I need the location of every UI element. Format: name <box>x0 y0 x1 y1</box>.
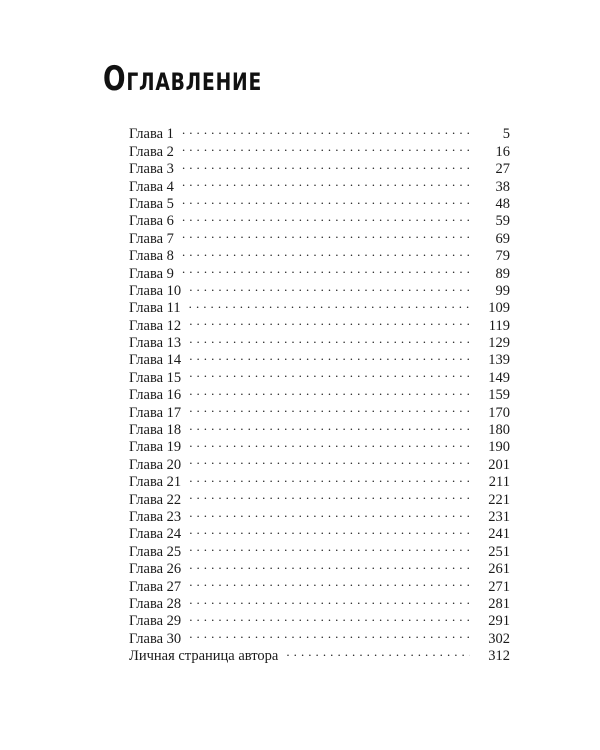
dot-leader <box>182 225 470 242</box>
toc-entry-page-number: 190 <box>488 439 510 456</box>
toc-entry-label: Глава 7 <box>129 230 174 247</box>
toc-entry-label: Глава 20 <box>129 456 182 473</box>
toc-entry-label: Глава 12 <box>129 317 182 334</box>
toc-entry-label: Глава 2 <box>129 143 174 160</box>
toc-entry-label: Глава 9 <box>129 265 174 282</box>
toc-entry-page-number: 119 <box>488 317 510 334</box>
toc-entry-page-number: 261 <box>488 561 510 578</box>
toc-entry[interactable] <box>129 121 510 143</box>
dot-leader <box>189 347 470 364</box>
dot-leader <box>182 191 470 208</box>
toc-entry-label: Глава 8 <box>129 248 174 265</box>
toc-entry-label: Глава 25 <box>129 543 182 560</box>
toc-entry-page-number: 251 <box>488 543 510 560</box>
toc-entry-label: Глава 17 <box>129 404 182 421</box>
dot-leader <box>189 469 470 486</box>
dot-leader <box>182 121 470 138</box>
toc-entry[interactable] <box>129 191 510 212</box>
toc-entry-label: Глава 5 <box>129 195 174 212</box>
toc-entry-page-number: 5 <box>502 126 510 143</box>
toc-entry-label: Глава 13 <box>129 335 182 352</box>
toc-entry-page-number: 27 <box>495 161 510 178</box>
toc-entry-page-number: 170 <box>488 404 510 421</box>
toc-entry-label: Глава 19 <box>129 439 182 456</box>
page-title: Оглавление <box>103 59 263 99</box>
dot-leader <box>189 504 470 521</box>
toc-entry-page-number: 180 <box>488 422 510 439</box>
toc-entry-label: Глава 10 <box>129 282 182 299</box>
toc-entry-label: Глава 28 <box>129 595 182 612</box>
dot-leader <box>182 243 470 260</box>
toc-entry-page-number: 99 <box>495 282 510 299</box>
toc-entry-page-number: 201 <box>488 456 510 473</box>
toc-entry-label: Глава 26 <box>129 561 182 578</box>
dot-leader <box>182 138 470 155</box>
toc-entry-page-number: 38 <box>495 178 510 195</box>
toc-entry[interactable] <box>129 225 510 247</box>
dot-leader <box>189 434 470 451</box>
dot-leader <box>182 156 470 173</box>
toc-entry-page-number: 281 <box>488 595 510 612</box>
toc-entry-page-number: 302 <box>488 630 510 647</box>
toc-entry[interactable] <box>129 208 510 230</box>
toc-entry-page-number: 48 <box>495 195 510 212</box>
dot-leader <box>189 486 470 503</box>
toc-entry-page-number: 291 <box>488 613 510 630</box>
toc-entry-page-number: 231 <box>488 508 510 525</box>
toc-entry-label: Глава 24 <box>129 526 182 543</box>
dot-leader <box>189 417 470 434</box>
dot-leader <box>189 451 470 468</box>
dot-leader <box>182 173 470 190</box>
toc-entry-label: Глава 6 <box>129 213 174 230</box>
toc-entry[interactable] <box>129 260 510 282</box>
toc-entry-label: Глава 23 <box>129 508 182 525</box>
toc-entry-page-number: 129 <box>488 335 510 352</box>
dot-leader <box>189 382 470 399</box>
dot-leader <box>189 625 470 642</box>
toc-entry-page-number: 221 <box>488 491 510 508</box>
dot-leader <box>189 330 470 347</box>
toc-entry-page-number: 149 <box>488 369 510 386</box>
toc-entry-page-number: 139 <box>488 352 510 369</box>
dot-leader <box>189 556 470 573</box>
toc-entry-label: Глава 1 <box>129 126 174 143</box>
toc-entry-label: Глава 29 <box>129 613 182 630</box>
toc-entry-label: Глава 21 <box>129 474 182 491</box>
toc-entry-page-number: 312 <box>488 648 510 665</box>
dot-leader <box>189 608 470 625</box>
dot-leader <box>189 312 470 329</box>
toc-entry-label: Глава 27 <box>129 578 182 595</box>
toc-entry-label: Глава 4 <box>129 178 174 195</box>
toc-entry-page-number: 109 <box>488 300 510 317</box>
dot-leader <box>182 260 470 277</box>
toc-entry-label: Глава 16 <box>129 387 182 404</box>
toc-entry-page-number: 159 <box>488 387 510 404</box>
dot-leader <box>189 364 470 381</box>
toc-entry-label: Глава 18 <box>129 422 182 439</box>
toc-entry-label: Глава 11 <box>129 300 181 317</box>
toc-entry-page-number: 59 <box>495 213 510 230</box>
dot-leader <box>286 643 470 660</box>
dot-leader <box>189 278 470 295</box>
dot-leader <box>189 399 470 416</box>
dot-leader <box>182 208 470 225</box>
toc-entry-page-number: 16 <box>495 143 510 160</box>
toc-entry-page-number: 79 <box>495 248 510 265</box>
toc-entry-page-number: 241 <box>488 526 510 543</box>
toc-entry-page-number: 89 <box>495 265 510 282</box>
table-of-contents <box>129 121 510 665</box>
toc-entry-label: Глава 14 <box>129 352 182 369</box>
toc-entry-label: Глава 30 <box>129 630 182 647</box>
toc-entry-label: Глава 3 <box>129 161 174 178</box>
toc-entry-label: Личная страница автора <box>129 648 279 665</box>
toc-entry[interactable] <box>129 278 510 299</box>
toc-entry-page-number: 211 <box>488 474 510 491</box>
toc-entry[interactable] <box>129 173 510 195</box>
dot-leader <box>189 591 470 608</box>
dot-leader <box>189 573 470 590</box>
toc-entry[interactable] <box>129 138 510 160</box>
toc-entry-label: Глава 22 <box>129 491 182 508</box>
dot-leader <box>189 538 470 555</box>
toc-entry[interactable] <box>129 243 510 265</box>
toc-entry-page-number: 271 <box>488 578 510 595</box>
toc-entry[interactable] <box>129 156 510 178</box>
toc-entry-label: Глава 15 <box>129 369 182 386</box>
dot-leader <box>189 521 470 538</box>
toc-entry-page-number: 69 <box>495 230 510 247</box>
dot-leader <box>189 295 470 312</box>
